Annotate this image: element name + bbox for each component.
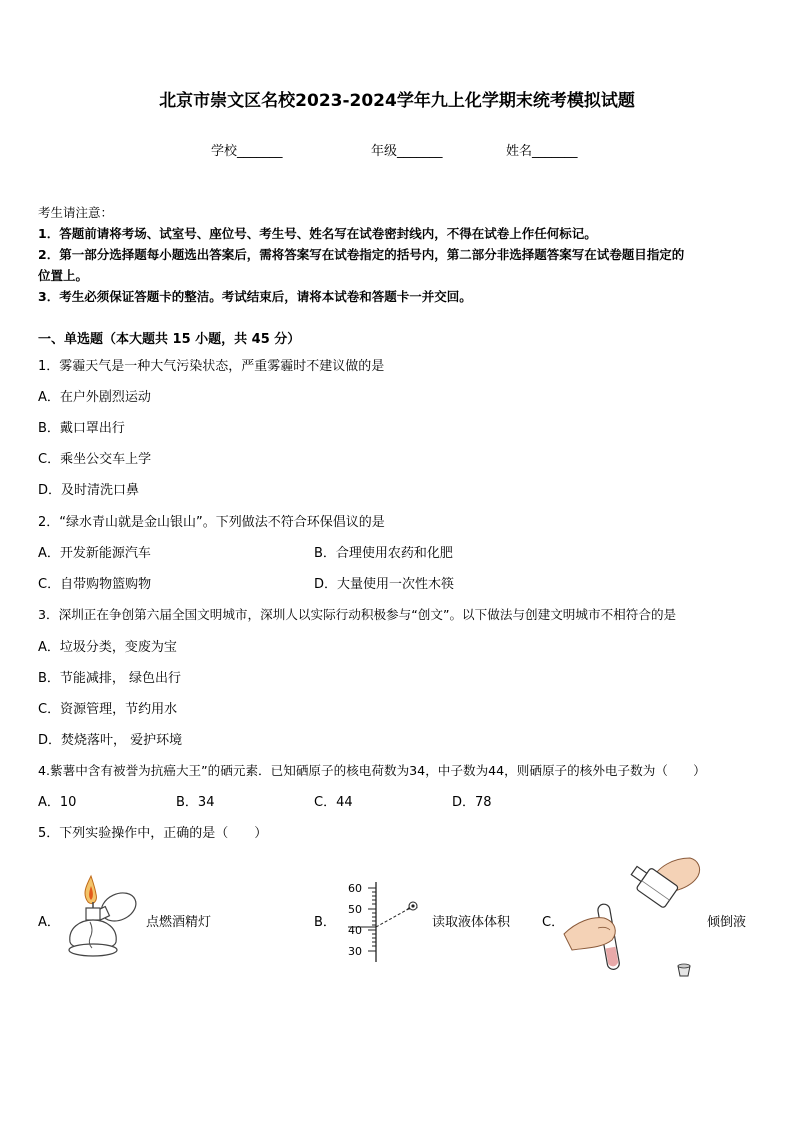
q3-option-d: D．焚烧落叶， 爱护环境 [38,733,183,748]
question-5-stem: 5．下列实验操作中，正确的是（ ） [38,826,268,841]
q1-option-b: B．戴口罩出行 [38,421,125,436]
notice-item: 1．答题前请将考场、试室号、座位号、考生号、姓名写在试卷密封线内，不得在试卷上作任何标记。 [38,226,597,241]
alcohol-lamp-figure [58,872,144,964]
q5-option-c-text: 倾倒液 [707,915,747,930]
cylinder-tick-40: 40 [348,924,362,937]
q3-option-b: B．节能减排， 绿色出行 [38,671,182,686]
graduated-cylinder-figure [340,880,432,966]
cylinder-tick-50: 50 [348,903,362,916]
q4-option-d: D．78 [452,795,492,810]
q1-option-d: D．及时清洗口鼻 [38,483,140,498]
q5-option-a-letter: A． [38,915,60,930]
cylinder-tick-60: 60 [348,882,362,895]
q4-option-b: B．34 [176,795,215,810]
pouring-liquid-figure [562,852,708,980]
q2-option-d: D．大量使用一次性木筷 [314,577,455,592]
q5-option-c-letter: C． [542,915,565,930]
q4-option-c: C．44 [314,795,353,810]
notice-heading: 考生请注意： [38,205,114,220]
notice-item: 位置上。 [38,268,89,283]
question-3-stem: 3．深圳正在争创第六届全国文明城市，深圳人以实际行动积极参与“创文”。以下做法与创建文明城市不相符合的是 [38,607,677,622]
q1-option-c: C．乘坐公交车上学 [38,452,152,467]
q2-option-a: A．开发新能源汽车 [38,546,151,561]
q4-option-a: A．10 [38,795,77,810]
cylinder-tick-30: 30 [348,945,362,958]
grade-field: 年级_______ [371,144,443,159]
question-4-stem: 4.紫薯中含有被誉为抗癌大王”的硒元素．已知硒原子的核电荷数为34，中子数为44，则硒原子的核外电子数为（ ） [38,763,706,778]
q5-option-b-text: 读取液体体积 [432,915,511,930]
notice-item: 2．第一部分选择题每小题选出答案后，需将答案写在试卷指定的括号内，第二部分非选择题答案写在试卷题目指定的 [38,247,685,262]
question-2-stem: 2．“绿水青山就是金山银山”。下列做法不符合环保倡议的是 [38,515,385,530]
q3-option-c: C．资源管理，节约用水 [38,702,178,717]
q5-option-b-letter: B． [314,915,336,930]
page-title: 北京市崇文区名校2023-2024学年九上化学期末统考模拟试题 [159,91,635,111]
notice-item: 3．考生必须保证答题卡的整洁。考试结束后，请将本试卷和答题卡一并交回。 [38,289,472,304]
q2-option-c: C．自带购物篮购物 [38,577,152,592]
q5-option-a-text: 点燃酒精灯 [146,915,212,930]
q1-option-a: A．在户外剧烈运动 [38,390,151,405]
q2-option-b: B．合理使用农药和化肥 [314,546,453,561]
question-1-stem: 1．雾霾天气是一种大气污染状态，严重雾霾时不建议做的是 [38,359,385,374]
name-field: 姓名_______ [506,144,578,159]
section-heading: 一、单选题（本大题共 15 小题，共 45 分） [38,332,301,347]
q3-option-a: A．垃圾分类，变废为宝 [38,640,177,655]
school-field: 学校_______ [211,144,283,159]
